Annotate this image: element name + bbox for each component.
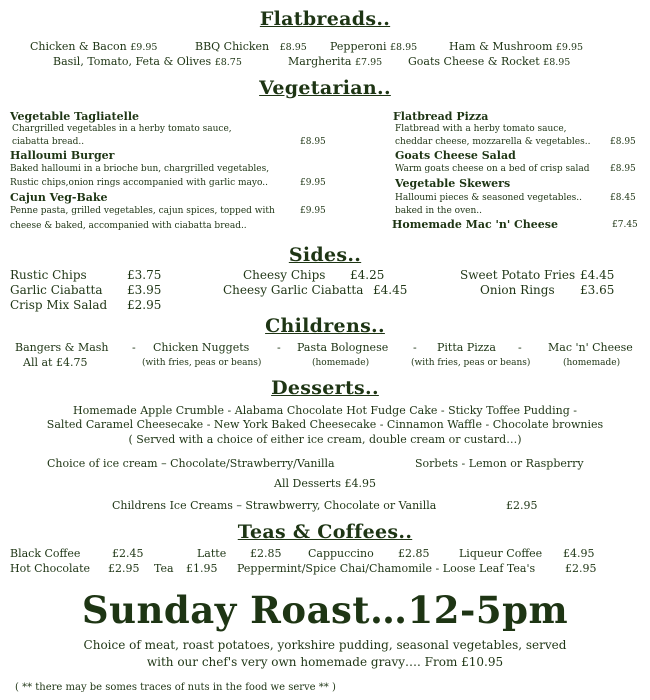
dish-name: Homemade Mac 'n' Cheese bbox=[392, 218, 558, 231]
dish-price: £9.95 bbox=[300, 178, 326, 188]
drink-price: £4.95 bbox=[563, 547, 595, 560]
nut-warning: ( ** there may be somes traces of nuts in the food we serve ** ) bbox=[15, 682, 336, 693]
dish-name: Goats Cheese Salad bbox=[395, 149, 516, 162]
side-price: £4.25 bbox=[350, 268, 385, 282]
side-price: £4.45 bbox=[373, 283, 408, 297]
side-name: Crisp Mix Salad bbox=[10, 298, 108, 312]
desserts-line: Homemade Apple Crumble - Alabama Chocolate Hot Fudge Cake - Sticky Toffee Pudding - bbox=[73, 404, 577, 417]
kids-item: Bangers & Mash bbox=[15, 341, 109, 354]
kids-price: All at £4.75 bbox=[23, 356, 88, 369]
desserts-note: ( Served with a choice of either ice cream, double cream or custard…) bbox=[128, 433, 522, 446]
drink-name: Hot Chocolate bbox=[10, 562, 91, 575]
side-name: Cheesy Garlic Ciabatta bbox=[223, 283, 364, 297]
dish-desc: Baked halloumi in a brioche bun, chargrilled vegetables, bbox=[10, 164, 270, 174]
separator: - bbox=[413, 341, 417, 354]
drink-name: Peppermint/Spice Chai/Chamomile - Loose Leaf Tea's bbox=[237, 562, 536, 575]
dish-desc: ciabatta bread.. bbox=[12, 137, 85, 147]
menu-item: BBQ Chicken £8.95 bbox=[195, 40, 307, 53]
sunday-roast-desc: Choice of meat, roast potatoes, yorkshire pudding, seasonal vegetables, served bbox=[83, 638, 567, 652]
side-price: £3.75 bbox=[127, 268, 162, 282]
dish-price: £9.95 bbox=[300, 206, 326, 216]
vegetarian-heading: Vegetarian.. bbox=[259, 77, 391, 99]
kids-item: Pasta Bolognese bbox=[297, 341, 389, 354]
drink-price: £2.95 bbox=[108, 562, 140, 575]
kids-item: Pitta Pizza bbox=[437, 341, 496, 354]
dish-name: Vegetable Skewers bbox=[395, 177, 511, 190]
desserts-price: All Desserts £4.95 bbox=[274, 477, 376, 490]
dish-desc: Halloumi pieces & seasoned vegetables.. bbox=[395, 193, 583, 203]
dish-name: Flatbread Pizza bbox=[393, 110, 489, 123]
childrens-ice-creams: Childrens Ice Creams – Strawbwerry, Chocolate or Vanilla bbox=[112, 499, 437, 512]
sides-heading: Sides.. bbox=[288, 244, 362, 266]
drink-price: £1.95 bbox=[186, 562, 218, 575]
sunday-roast-desc: with our chef's very own homemade gravy…. From £10.95 bbox=[146, 655, 504, 669]
ice-cream-choice: Choice of ice cream – Chocolate/Strawberry/Vanilla bbox=[47, 457, 335, 470]
side-price: £2.95 bbox=[127, 298, 162, 312]
desserts-heading: Desserts.. bbox=[271, 377, 379, 399]
kids-item: Mac 'n' Cheese bbox=[548, 341, 633, 354]
dish-desc: Flatbread with a herby tomato sauce, bbox=[395, 124, 567, 134]
menu-item: Margherita £7.95 bbox=[288, 55, 383, 68]
dish-desc: Warm goats cheese on a bed of crisp salad bbox=[395, 164, 590, 174]
dish-price: £7.45 bbox=[612, 220, 638, 230]
dish-name: Cajun Veg-Bake bbox=[10, 191, 108, 204]
kids-note: (homemade) bbox=[563, 358, 621, 368]
side-price: £4.45 bbox=[580, 268, 615, 282]
drink-price: £2.85 bbox=[250, 547, 282, 560]
side-name: Onion Rings bbox=[480, 283, 555, 297]
dish-desc: Penne pasta, grilled vegetables, cajun spices, topped with bbox=[10, 206, 275, 216]
menu-item: Ham & Mushroom £9.95 bbox=[449, 40, 584, 53]
menu-item: Basil, Tomato, Feta & Olives £8.75 bbox=[53, 55, 242, 68]
dish-desc: cheddar cheese, mozzarella & vegetables.. bbox=[395, 137, 591, 147]
menu-item: Pepperoni £8.95 bbox=[330, 40, 418, 53]
kids-note: (homemade) bbox=[312, 358, 370, 368]
childrens-heading: Childrens.. bbox=[265, 315, 385, 337]
dish-desc: baked in the oven.. bbox=[395, 206, 483, 216]
flatbreads-heading: Flatbreads.. bbox=[259, 8, 391, 30]
separator: - bbox=[277, 341, 281, 354]
dish-name: Vegetable Tagliatelle bbox=[10, 110, 139, 123]
side-price: £3.65 bbox=[580, 283, 615, 297]
drink-name: Cappuccino bbox=[308, 547, 374, 560]
teas-heading: Teas & Coffees.. bbox=[237, 521, 413, 543]
drink-price: £2.95 bbox=[565, 562, 597, 575]
dish-price: £8.45 bbox=[610, 193, 636, 203]
drink-name: Latte bbox=[197, 547, 227, 560]
dish-price: £8.95 bbox=[300, 137, 326, 147]
dish-price: £8.95 bbox=[610, 164, 636, 174]
dish-desc: cheese & baked, accompanied with ciabatta bread.. bbox=[10, 221, 247, 231]
dish-price: £8.95 bbox=[610, 137, 636, 147]
kids-note: (with fries, peas or beans) bbox=[411, 358, 531, 368]
drink-name: Tea bbox=[154, 562, 174, 575]
sorbets: Sorbets - Lemon or Raspberry bbox=[415, 457, 584, 470]
drink-price: £2.85 bbox=[398, 547, 430, 560]
menu-item: Chicken & Bacon £9.95 bbox=[30, 40, 158, 53]
drink-name: Black Coffee bbox=[10, 547, 81, 560]
menu-item: Goats Cheese & Rocket £8.95 bbox=[408, 55, 571, 68]
desserts-line: Salted Caramel Cheesecake - New York Baked Cheesecake - Cinnamon Waffle - Chocolate brownies bbox=[46, 418, 604, 431]
separator: - bbox=[518, 341, 522, 354]
kids-note: (with fries, peas or beans) bbox=[142, 358, 262, 368]
separator: - bbox=[132, 341, 136, 354]
dish-desc: Rustic chips,onion rings accompanied with garlic mayo.. bbox=[10, 178, 268, 188]
childrens-ice-price: £2.95 bbox=[506, 499, 538, 512]
side-name: Cheesy Chips bbox=[243, 268, 326, 282]
dish-name: Halloumi Burger bbox=[10, 149, 115, 162]
kids-item: Chicken Nuggets bbox=[153, 341, 250, 354]
side-name: Sweet Potato Fries bbox=[460, 268, 576, 282]
dish-desc: Chargrilled vegetables in a herby tomato sauce, bbox=[12, 124, 232, 134]
side-price: £3.95 bbox=[127, 283, 162, 297]
sunday-roast-heading: Sunday Roast…12-5pm bbox=[81, 588, 569, 632]
drink-name: Liqueur Coffee bbox=[459, 547, 543, 560]
side-name: Garlic Ciabatta bbox=[10, 283, 103, 297]
drink-price: £2.45 bbox=[112, 547, 144, 560]
side-name: Rustic Chips bbox=[10, 268, 87, 282]
